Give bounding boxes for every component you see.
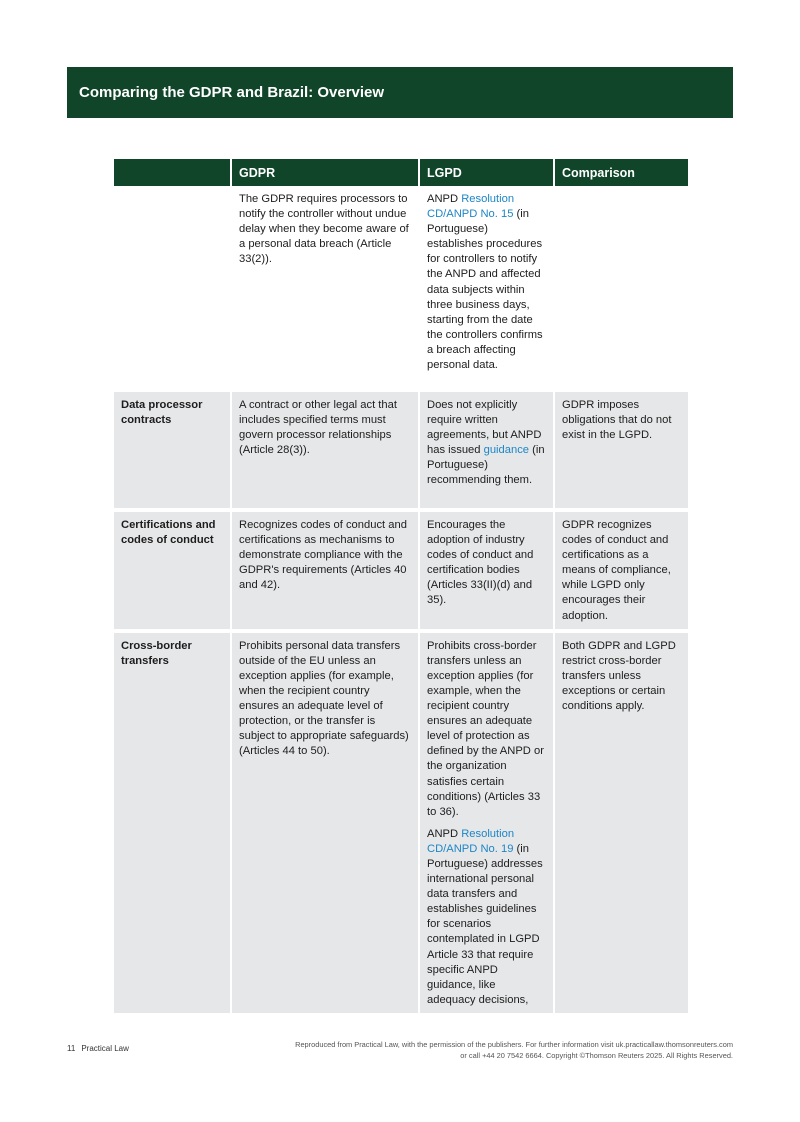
notice-line: Reproduced from Practical Law, with the permission of the publishers. For further information visit uk.practicallaw.thomsonreuters.com <box>295 1040 733 1049</box>
comparison-table <box>112 159 690 1013</box>
lgpd-paragraph: Prohibits cross-border transfers unless an exception applies (for example, when the recipient country ensures an adequate level of protection as defined by the ANPD or the organization satisfies certain conditions) (Articles 33 to 36). <box>427 639 544 818</box>
page-number: 11 <box>67 1044 76 1053</box>
lgpd-text: (in Portuguese) addresses international personal data transfers and establishes guidelines for scenarios contemplated in LGPD Article 33 that require specific ANPD guidance, like adequacy decisions, <box>427 842 543 1006</box>
page-title: Comparing the GDPR and Brazil: Overview <box>79 84 385 101</box>
guidance-link[interactable]: guidance <box>483 444 530 457</box>
row-gdpr-cell: Prohibits personal data transfers outside of the EU unless an exception applies (for example, when the recipient country ensures an adequate level of protection, or the transfer is subject to appropriate safeguards) (Articles 44 to 50). <box>232 629 418 1013</box>
header-comparison: Comparison <box>555 159 688 186</box>
notice-line: or call +44 20 7542 6664. Copyright ©Thomson Reuters 2025. All Rights Reserved. <box>460 1051 733 1060</box>
lgpd-text: ANPD <box>427 193 462 205</box>
row-lgpd-cell <box>420 392 553 508</box>
lgpd-paragraph <box>427 827 546 1008</box>
lgpd-text: ANPD <box>427 827 462 840</box>
row-gdpr-cell: A contract or other legal act that includes specified terms must govern processor relationships (Article 28(3)). <box>232 392 418 508</box>
header-gdpr: GDPR <box>232 159 418 186</box>
resolution-19-link[interactable]: Resolution CD/ANPD No. 19 <box>427 827 515 855</box>
lgpd-text: Does not explicitly require written agreements, but ANPD has issued <box>427 399 542 457</box>
table-row <box>114 508 688 629</box>
page-banner <box>67 67 733 118</box>
row-topic: Certifications and codes of conduct <box>114 508 230 629</box>
row-topic <box>114 186 230 392</box>
lgpd-text: (in Portuguese) establishes procedures for controllers to notify the ANPD and affected data subjects within three business days, starting from the date the controllers confirms a breach affecting personal data. <box>427 208 543 372</box>
row-gdpr-cell: Recognizes codes of conduct and certifications as mechanisms to demonstrate compliance with the GDPR's requirements (Articles 40 and 42). <box>232 508 418 629</box>
table-header-row <box>114 159 688 186</box>
table-row <box>114 629 688 1013</box>
row-comparison-cell <box>555 186 688 392</box>
row-gdpr-cell: The GDPR requires processors to notify the controller without undue delay when they become aware of a personal data breach (Article 33(2)). <box>239 193 409 266</box>
row-topic: Data processor contracts <box>114 392 230 508</box>
header-lgpd: LGPD <box>420 159 553 186</box>
publication-name: Practical Law <box>81 1044 129 1053</box>
row-lgpd-cell: Encourages the adoption of industry codes of conduct and certification bodies (Articles 33(II)(d) and 35). <box>420 508 553 629</box>
lgpd-text: (in Portuguese) recommending them. <box>427 444 545 487</box>
row-comparison-cell: GDPR imposes obligations that do not exist in the LGPD. <box>555 392 688 508</box>
table-row <box>114 186 688 392</box>
header-topic <box>114 159 230 186</box>
row-topic: Cross-border transfers <box>114 629 230 1013</box>
row-lgpd-cell <box>420 629 553 1013</box>
copyright-notice <box>213 1039 733 1061</box>
row-comparison-cell: Both GDPR and LGPD restrict cross-border transfers unless exceptions or certain conditions apply. <box>555 629 688 1013</box>
table-row <box>114 392 688 508</box>
row-comparison-cell: GDPR recognizes codes of conduct and certifications as a means of compliance, while LGPD only encourages their adoption. <box>555 508 688 629</box>
resolution-15-link[interactable]: Resolution CD/ANPD No. 15 <box>427 193 515 221</box>
page-footer-left <box>67 1044 129 1053</box>
row-lgpd-cell <box>420 186 553 392</box>
